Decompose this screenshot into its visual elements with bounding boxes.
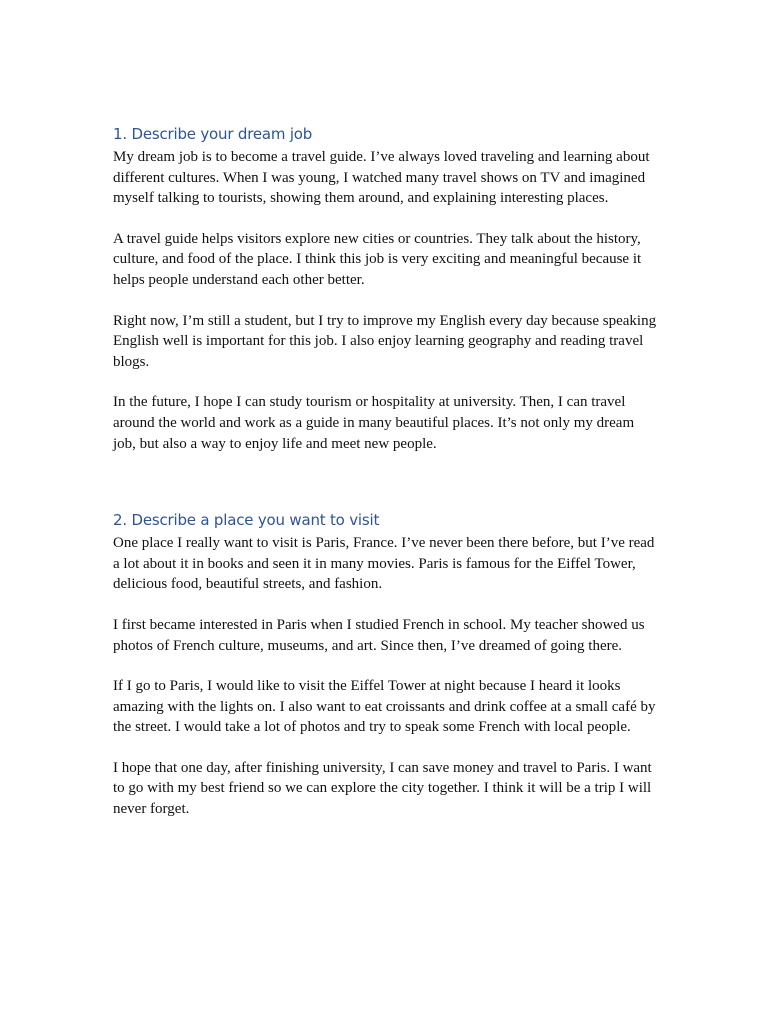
paragraph: Right now, I’m still a student, but I try to improve my English every day because speaking English well is important for this job. I also enjoy learning geography and reading travel blogs. [113,312,657,370]
section-dream-job [113,124,658,454]
paragraph: If I go to Paris, I would like to visit the Eiffel Tower at night because I heard it looks amazing with the lights on. I also want to eat croissants and drink coffee at a small café by the street. I would take a lot of photos and try to speak some French with local people. [113,678,656,736]
paragraph: I first became interested in Paris when I studied French in school. My teacher showed us photos of French culture, museums, and art. Since then, I’ve dreamed of going there. [113,616,645,654]
document-body [113,124,658,820]
paragraph: One place I really want to visit is Paris, France. I’ve never been there before, but I’ve read a lot about it in books and seen it in many movies. Paris is famous for the Eiffel Tower, delicious food, beautiful streets, and fashion. [113,535,655,593]
paragraph: A travel guide helps visitors explore new cities or countries. They talk about the history, culture, and food of the place. I think this job is very exciting and meaningful because it helps people understand each other better. [113,230,642,288]
section-heading-place-to-visit: 2. Describe a place you want to visit [113,511,380,530]
paragraph: I hope that one day, after finishing university, I can save money and travel to Paris. I want to go with my best friend so we can explore the city together. I think it will be a trip I will never forget. [113,759,652,818]
paragraph: My dream job is to become a travel guide. I’ve always loved traveling and learning about different cultures. When I was young, I watched many travel shows on TV and imagined myself talking to tourists, showing them around, and explaining interesting places. [113,149,650,207]
section-place-to-visit [113,510,658,820]
paragraph: In the future, I hope I can study tourism or hospitality at university. Then, I can travel around the world and work as a guide in many beautiful places. It’s not only my dream job, but also a way to enjoy life and meet new people. [113,394,635,452]
section-heading-dream-job: 1. Describe your dream job [113,125,313,143]
